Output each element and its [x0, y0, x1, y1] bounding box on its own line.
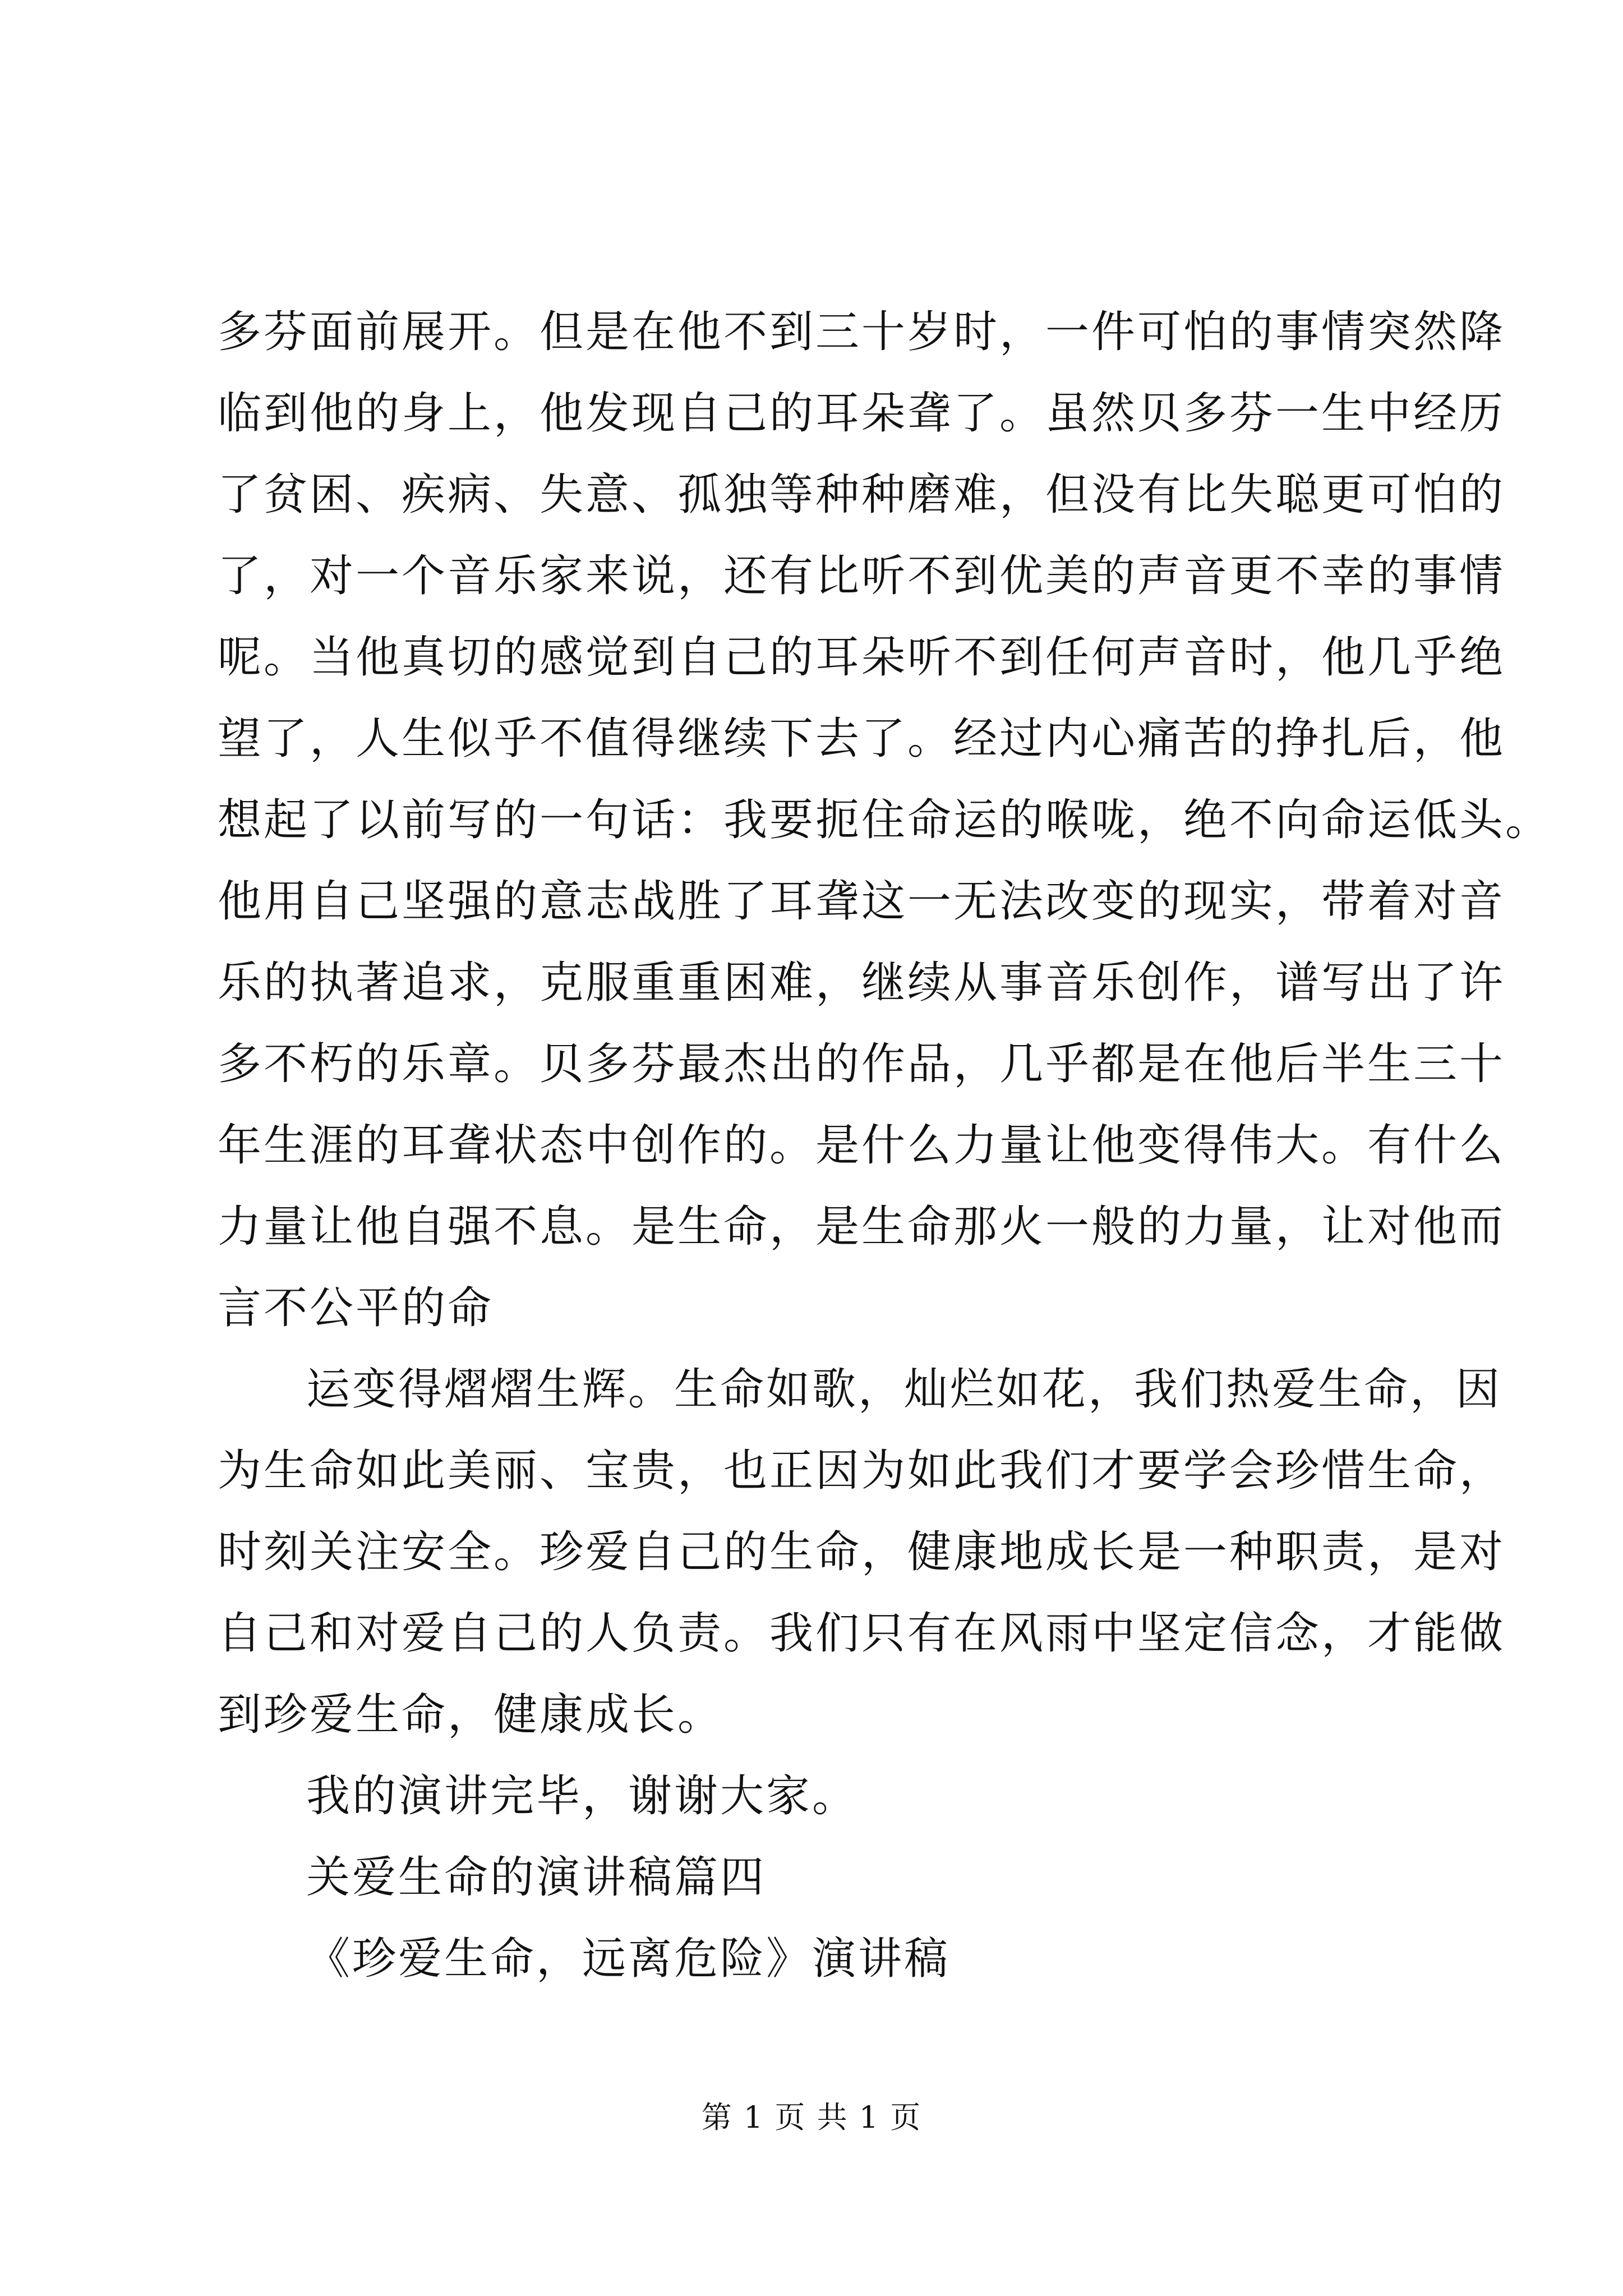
text-line-13: 言不公平的命 [218, 1283, 494, 1333]
text-line-14: 运变得熠熠生辉。生命如歌，灿烂如花，我们热爱生命，因 [306, 1364, 1502, 1415]
text-line-7: 想起了以前写的一句话：我要扼住命运的喉咙，绝不向命运低头。 [218, 795, 1552, 845]
closing-line: 我的演讲完毕，谢谢大家。 [306, 1771, 859, 1821]
text-line-10: 多不朽的乐章。贝多芬最杰出的作品，几乎都是在他后半生三十 [218, 1039, 1506, 1089]
text-line-15: 为生命如此美丽、宝贵，也正因为如此我们才要学会珍惜生命， [218, 1446, 1506, 1496]
text-line-12: 力量让他自强不息。是生命，是生命那火一般的力量，让对他而 [218, 1202, 1506, 1252]
text-line-3: 了贫困、疾病、失意、孤独等种种磨难，但没有比失聪更可怕的 [218, 470, 1506, 520]
section-heading: 关爱生命的演讲稿篇四 [306, 1852, 767, 1903]
text-line-2: 临到他的身上，他发现自己的耳朵聋了。虽然贝多芬一生中经历 [218, 388, 1506, 439]
text-line-11: 年生涯的耳聋状态中创作的。是什么力量让他变得伟大。有什么 [218, 1120, 1506, 1171]
text-line-8: 他用自己坚强的意志战胜了耳聋这一无法改变的现实，带着对音 [218, 876, 1506, 927]
speech-title: 《珍爱生命，远离危险》演讲稿 [306, 1934, 951, 1984]
document-body [218, 292, 1552, 2000]
text-line-6: 望了，人生似乎不值得继续下去了。经过内心痛苦的挣扎后，他 [218, 714, 1506, 764]
text-line-16: 时刻关注安全。珍爱自己的生命，健康地成长是一种职责，是对 [218, 1527, 1506, 1577]
text-line-5: 呢。当他真切的感觉到自己的耳朵听不到任何声音时，他几乎绝 [218, 632, 1506, 683]
text-line-18: 到珍爱生命，健康成长。 [218, 1690, 724, 1740]
text-line-1: 多芬面前展开。但是在他不到三十岁时，一件可怕的事情突然降 [218, 307, 1506, 357]
text-line-9: 乐的执著追求，克服重重困难，继续从事音乐创作，谱写出了许 [218, 958, 1506, 1008]
text-line-4: 了，对一个音乐家来说，还有比听不到优美的声音更不幸的事情 [218, 551, 1506, 601]
page-footer: 第 1 页 共 1 页 [701, 2100, 922, 2135]
text-line-17: 自己和对爱自己的人负责。我们只有在风雨中坚定信念，才能做 [218, 1608, 1506, 1659]
